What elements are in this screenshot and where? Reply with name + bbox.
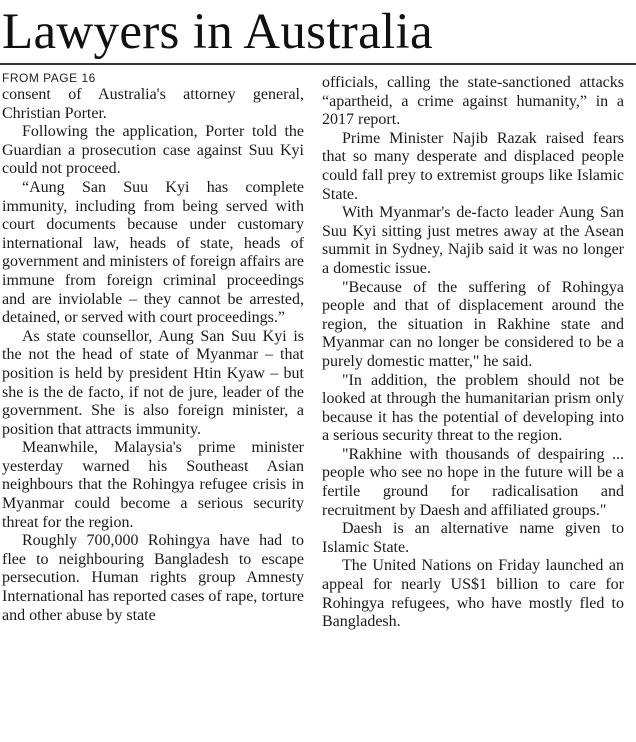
paragraph: "Because of the suffering of Rohingya people and that of displacement around the region, the situation in Rakhine state and Myanmar can no longer be considered to be a purely domestic matter," he said. [322, 278, 624, 370]
left-column [2, 70, 304, 742]
paragraph: Roughly 700,000 Rohingya have had to flee to neighbouring Bangladesh to escape persecution. Human rights group Amnesty International has reported cases of rape, torture and other abuse by state [2, 532, 304, 624]
paragraph: Daesh is an alternative name given to Islamic State. [322, 520, 624, 556]
paragraph: consent of Australia's attorney general, Christian Porter. [2, 86, 304, 122]
headline: Lawyers in Australia [2, 4, 433, 60]
from-page-label: FROM PAGE 16 [2, 71, 96, 85]
headline-rule [0, 63, 636, 65]
paragraph: "Rakhine with thousands of despairing ... people who see no hope in the future will be a fertile ground for radicalisation and recruitment by Daesh and affiliated groups." [322, 445, 624, 519]
paragraph: “Aung San Suu Kyi has complete immunity, including from being served with court documents because under customary international law, heads of state, heads of government and ministers of foreign affairs are immune from foreign criminal proceedings and are inviolable – they cannot be arrested, detained, or served with court proceedings.” [2, 178, 304, 327]
paragraph: With Myanmar's de-facto leader Aung San Suu Kyi sitting just metres away at the Asean summit in Sydney, Najib said it was no longer a domestic issue. [322, 204, 624, 277]
paragraph: Prime Minister Najib Razak raised fears that so many desperate and displaced people could fall prey to extremist groups like Islamic State. [322, 129, 624, 203]
right-column [322, 74, 624, 742]
paragraph: Meanwhile, Malaysia's prime minister yesterday warned his Southeast Asian neighbours that the Rohingya refugee crisis in Myanmar could become a serious security threat for the region. [2, 439, 304, 531]
paragraph: As state counsellor, Aung San Suu Kyi is the not the head of state of Myanmar – that position is held by president Htin Kyaw – but she is the de facto, if not de jure, leader of the government. She is also foreign minister, a position that attracts immunity. [2, 327, 304, 438]
paragraph: Following the application, Porter told the Guardian a prosecution case against Suu Kyi could not proceed. [2, 123, 304, 178]
paragraph: officials, calling the state-sanctioned attacks “apartheid, a crime against humanity,” in a 2017 report. [322, 74, 624, 129]
paragraph: "In addition, the problem should not be looked at through the humanitarian prism only because it has the potential of developing into a serious security threat to the region. [322, 371, 624, 445]
paragraph: The United Nations on Friday launched an appeal for nearly US$1 billion to care for Rohingya refugees, who have mostly fled to Bangladesh. [322, 557, 624, 631]
